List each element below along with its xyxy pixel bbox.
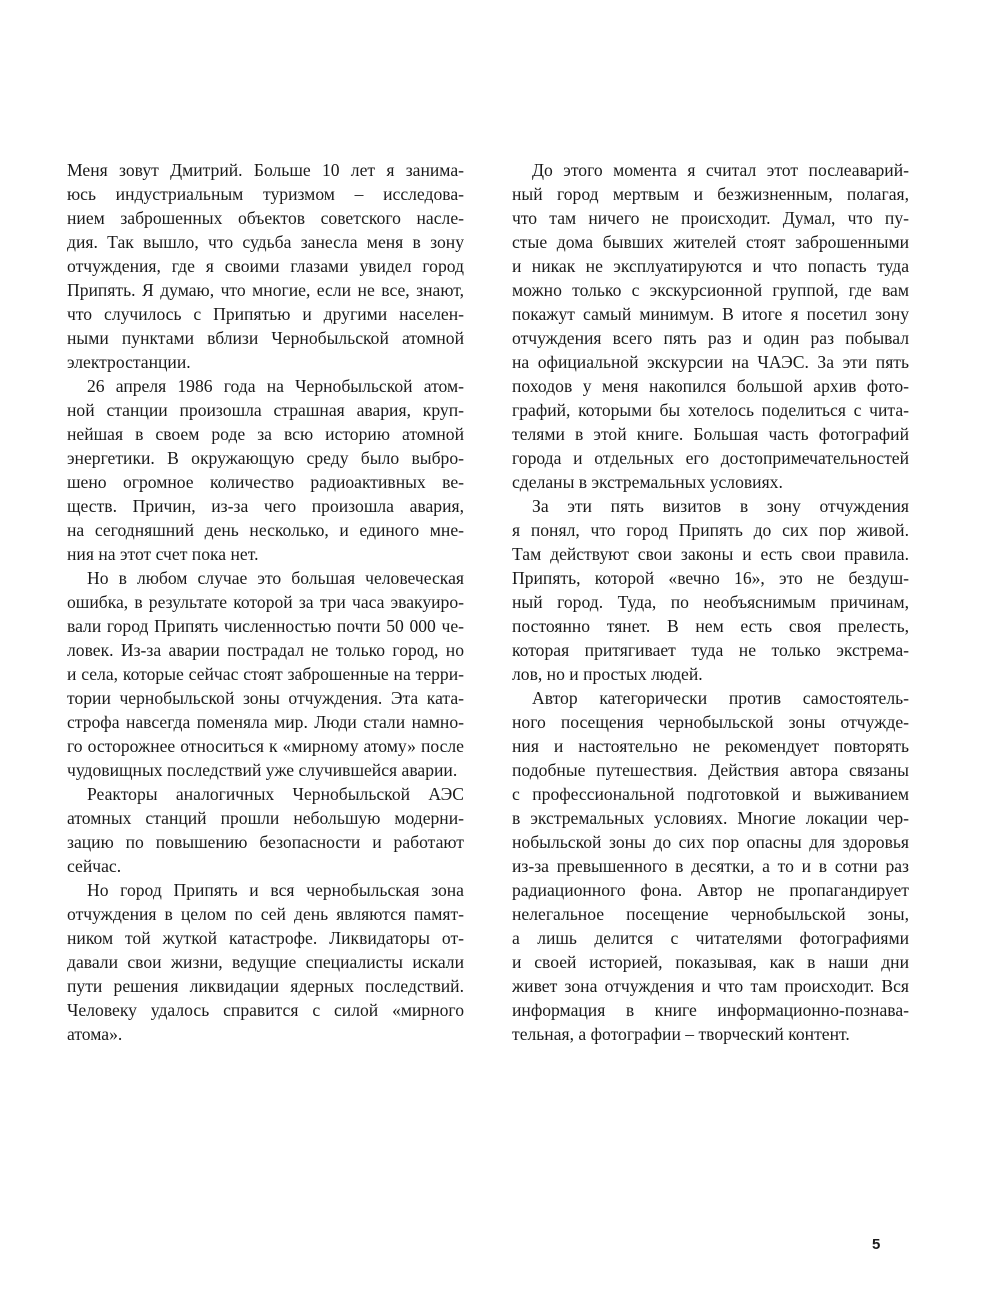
text-line: нейшая в своем роде за всю историю атомной bbox=[67, 424, 464, 444]
text-line: зацию по повышению безопасности и работают bbox=[67, 832, 464, 852]
text-line: За эти пять визитов в зону отчуждения bbox=[532, 496, 909, 516]
text-line: постоянно тянет. В нем есть своя прелесть, bbox=[512, 616, 909, 636]
text-line: электростанции. bbox=[67, 352, 191, 372]
text-line: отчуждения в целом по сей день являются памят- bbox=[67, 904, 464, 924]
text-line: покажут самый минимум. В итоге я посетил зону bbox=[512, 304, 909, 324]
text-line: ный город. Туда, по необъяснимым причинам, bbox=[512, 592, 909, 612]
text-line: лов, но и простых людей. bbox=[512, 664, 703, 684]
text-line: шено огромное количество радиоактивных ве- bbox=[67, 472, 464, 492]
text-line: Но город Припять и вся чернобыльская зона bbox=[87, 880, 464, 900]
text-line: и никак не эксплуатируются и что попасть туда bbox=[512, 256, 909, 276]
text-line: с профессиональной подготовкой и выживанием bbox=[512, 784, 909, 804]
text-line: и своей историей, показывая, как в наши дни bbox=[512, 952, 909, 972]
text-line: го осторожнее относиться к «мирному атому» после bbox=[67, 736, 464, 756]
text-line: в экстремальных условиях. Многие локации чер- bbox=[512, 808, 909, 828]
text-line: ошибка, в результате которой за три часа эвакуиро- bbox=[67, 592, 464, 612]
paragraph bbox=[67, 374, 464, 566]
text-line: ником той жуткой катастрофе. Ликвидаторы от- bbox=[67, 928, 464, 948]
paragraph bbox=[67, 782, 464, 878]
text-line: энергетики. В окружающую среду было выбро- bbox=[67, 448, 464, 468]
text-line: и села, которые сейчас стоят заброшенные на терри- bbox=[67, 664, 464, 684]
text-line: давали свои жизни, ведущие специалисты искали bbox=[67, 952, 464, 972]
text-line: Автор категорически против самостоятель- bbox=[532, 688, 909, 708]
text-line: сейчас. bbox=[67, 856, 122, 876]
paragraph bbox=[67, 158, 464, 374]
text-line: Реакторы аналогичных Чернобыльской АЭС bbox=[87, 784, 464, 804]
text-line: что там ничего не происходит. Думал, что пу- bbox=[512, 208, 909, 228]
text-line: походов у меня накопился большой архив фото- bbox=[512, 376, 909, 396]
text-line: нелегальное посещение чернобыльской зоны, bbox=[512, 904, 909, 924]
paragraph bbox=[67, 878, 464, 1046]
text-line: ния на этот счет пока нет. bbox=[67, 544, 259, 564]
text-line: а лишь делится с читателями фотографиями bbox=[512, 928, 909, 948]
text-line: ловек. Из-за аварии пострадал не только город, но bbox=[67, 640, 464, 660]
text-line: До этого момента я считал этот послеаварий- bbox=[532, 160, 909, 180]
text-line: отчуждения всего пять раз и один раз побывал bbox=[512, 328, 909, 348]
text-line: Припять. Я думаю, что многие, если не все, знают, bbox=[67, 280, 464, 300]
left-text-column bbox=[67, 158, 464, 1046]
text-line: строфа навсегда поменяла мир. Люди стали намно- bbox=[67, 712, 464, 732]
text-line: подобные путешествия. Действия автора связаны bbox=[512, 760, 909, 780]
text-line: пути решения ликвидации ядерных последствий. bbox=[67, 976, 464, 996]
text-line: сделаны в экстремальных условиях. bbox=[512, 472, 783, 492]
text-line: города и отдельных его достопримечательностей bbox=[512, 448, 909, 468]
text-line: которая притягивает туда не только экстрема- bbox=[512, 640, 909, 660]
paragraph bbox=[67, 566, 464, 782]
text-line: ного посещения чернобыльской зоны отчужде- bbox=[512, 712, 909, 732]
text-line: что случилось с Припятью и другими населен- bbox=[67, 304, 464, 324]
text-line: на официальной экскурсии на ЧАЭС. За эти пять bbox=[512, 352, 909, 372]
right-text-column bbox=[512, 158, 909, 1046]
text-line: тории чернобыльской зоны отчуждения. Эта ката- bbox=[67, 688, 464, 708]
text-line: на сегодняшний день несколько, и единого мне- bbox=[67, 520, 464, 540]
text-line: Человеку удалось справится с силой «мирного bbox=[67, 1000, 464, 1020]
paragraph bbox=[512, 494, 909, 686]
text-line: Но в любом случае это большая человеческая bbox=[87, 568, 464, 588]
text-line: дия. Так вышло, что судьба занесла меня в зону bbox=[67, 232, 464, 252]
text-line: юсь индустриальным туризмом – исследова- bbox=[67, 184, 464, 204]
text-line: 26 апреля 1986 года на Чернобыльской атом- bbox=[87, 376, 464, 396]
paragraph bbox=[512, 686, 909, 1046]
text-line: ществ. Причин, из-за чего произошла авария, bbox=[67, 496, 464, 516]
text-line: из-за превышенного в десятки, а то и в сотни раз bbox=[512, 856, 909, 876]
text-line: телями в этой книге. Большая часть фотографий bbox=[512, 424, 909, 444]
text-line: Припять, которой «вечно 16», это не бездуш- bbox=[512, 568, 909, 588]
page-number: 5 bbox=[872, 1236, 881, 1253]
text-line: ной станции произошла страшная авария, круп- bbox=[67, 400, 464, 420]
text-line: атомных станций прошли небольшую модерни- bbox=[67, 808, 464, 828]
text-line: Там действуют свои законы и есть свои правила. bbox=[512, 544, 909, 564]
text-line: радиационного фона. Автор не пропагандирует bbox=[512, 880, 909, 900]
text-line: чудовищных последствий уже случившейся аварии. bbox=[67, 760, 458, 780]
text-line: тельная, а фотографии – творческий контент. bbox=[512, 1024, 850, 1044]
text-line: атома». bbox=[67, 1024, 123, 1044]
text-line: можно только с экскурсионной группой, где вам bbox=[512, 280, 909, 300]
text-line: нием заброшенных объектов советского насле- bbox=[67, 208, 464, 228]
text-line: ный город мертвым и безжизненным, полагая, bbox=[512, 184, 909, 204]
text-line: ными пунктами вблизи Чернобыльской атомной bbox=[67, 328, 464, 348]
text-line: вали город Припять численностью почти 50 000 че- bbox=[67, 616, 464, 636]
text-line: Меня зовут Дмитрий. Больше 10 лет я занима- bbox=[67, 160, 464, 180]
text-line: я понял, что город Припять до сих пор живой. bbox=[512, 520, 909, 540]
text-line: графий, которыми бы хотелось поделиться с чита- bbox=[512, 400, 909, 420]
text-line: стые дома бывших жителей стоят заброшенными bbox=[512, 232, 909, 252]
text-line: нобыльской зоны до сих пор опасны для здоровья bbox=[512, 832, 909, 852]
text-line: живет зона отчуждения и что там происходит. Вся bbox=[512, 976, 909, 996]
text-line: информация в книге информационно-познава- bbox=[512, 1000, 909, 1020]
paragraph bbox=[512, 158, 909, 494]
text-line: ния и настоятельно не рекомендует повторять bbox=[512, 736, 909, 756]
text-line: отчуждения, где я своими глазами увидел город bbox=[67, 256, 464, 276]
